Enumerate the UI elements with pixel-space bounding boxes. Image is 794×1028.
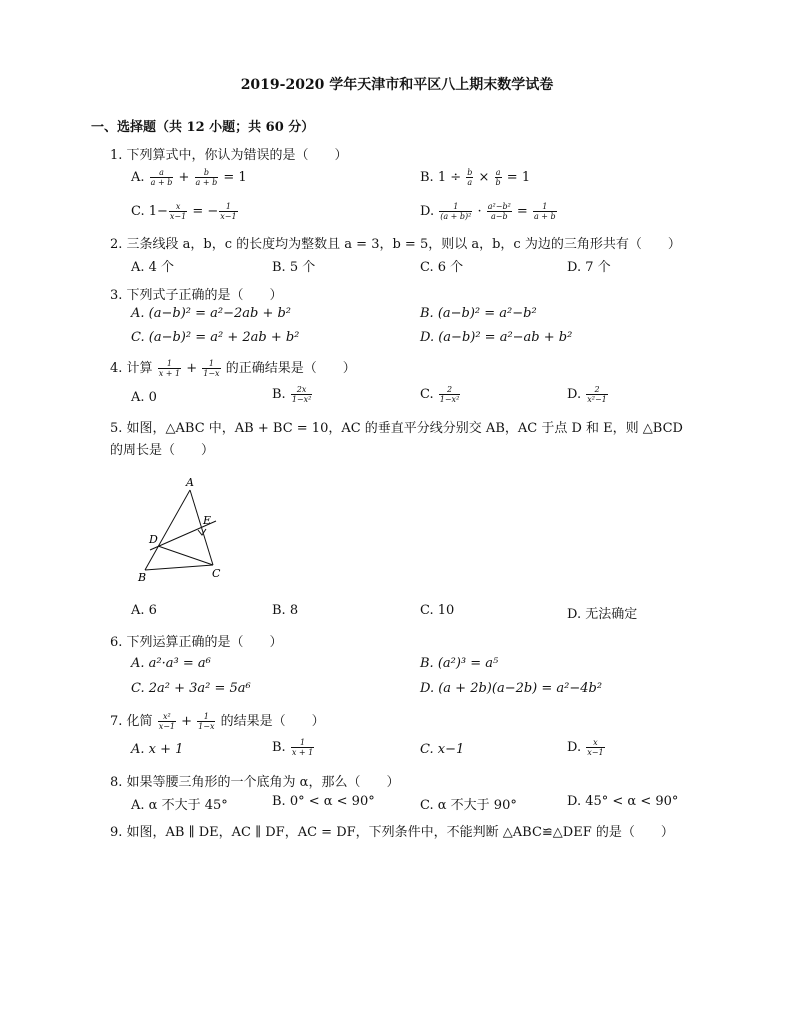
question-7-option-c[interactable]: C. x−1 — [420, 742, 465, 757]
label-e: E — [203, 514, 212, 527]
question-6-stem: 6. 下列运算正确的是（ ） — [110, 635, 283, 650]
question-7-option-a[interactable]: A. x + 1 — [131, 742, 184, 757]
page-title: 2019-2020 学年天津市和平区八上期末数学试卷 — [240, 77, 554, 93]
question-6-option-d[interactable]: D. (a + 2b)(a−2b) = a²−4b² — [420, 681, 603, 696]
question-6-option-b[interactable]: B. (a²)³ = a⁵ — [420, 656, 499, 671]
question-2-option-a[interactable]: A. 4 个 — [131, 260, 175, 275]
question-1-option-d[interactable]: D. $\frac{1}{\text{(a + b)²}}$ · $\frac{\text{a²−b²}}{a-b}$ = $\frac{1}{a + b}$ — [420, 202, 556, 221]
question-1-option-b[interactable]: B. 1 ÷ $\frac{b}{a}$ × $\frac{a}{b}$ = 1 — [420, 168, 531, 187]
question-4-option-d[interactable]: D. $\frac{2}{\text{x²−1}}$ — [567, 385, 607, 404]
question-6-option-c[interactable]: C. 2a² + 3a² = 5a⁶ — [131, 681, 251, 696]
question-8-stem: 8. 如果等腰三角形的一个底角为 α，那么（ ） — [110, 775, 400, 790]
segment-ab — [145, 490, 190, 570]
section-heading: 一、选择题（共 12 小题；共 60 分） — [91, 120, 315, 135]
label-b: B — [138, 571, 147, 584]
question-2-option-d[interactable]: D. 7 个 — [567, 260, 611, 275]
question-5-option-c[interactable]: C. 10 — [420, 603, 455, 618]
segment-dc — [158, 546, 213, 565]
question-2-option-c[interactable]: C. 6 个 — [420, 260, 464, 275]
question-7-option-d[interactable]: D. $\frac{x}{x-1}$ — [567, 738, 604, 757]
question-5-option-d[interactable]: D. 无法确定 — [567, 607, 638, 622]
question-1-option-a[interactable]: A. $\frac{a}{a + b}$ + $\frac{b}{a + b}$ = 1 — [131, 168, 247, 187]
question-4-option-b[interactable]: B. $\frac{2x}{\text{1−x²}}$ — [272, 385, 312, 404]
segment-bc — [145, 565, 213, 570]
question-9-stem: 9. 如图，AB ∥ DE，AC ∥ DF，AC = DF，下列条件中，不能判断 △ABC≌△DEF 的是（ ） — [110, 825, 674, 840]
label-a: A — [186, 476, 194, 489]
question-8-option-c[interactable]: C. α 不大于 90° — [420, 798, 517, 813]
question-3-option-d[interactable]: D. (a−b)² = a²−ab + b² — [420, 330, 573, 345]
triangle-figure — [130, 475, 230, 585]
label-c: C — [212, 567, 221, 580]
question-8-option-a[interactable]: A. α 不大于 45° — [131, 798, 228, 813]
question-5-option-a[interactable]: A. 6 — [131, 603, 157, 618]
question-6-option-a[interactable]: A. a²·a³ = a⁶ — [131, 656, 211, 671]
question-1-option-c[interactable]: C. 1− $\frac{x}{x-1}$ = − $\frac{1}{x-1}$ — [131, 202, 237, 221]
label-d: D — [149, 533, 158, 546]
question-4-option-a[interactable]: A. 0 — [131, 390, 157, 405]
question-4-option-c[interactable]: C. $\frac{2}{\text{1−x²}}$ — [420, 385, 460, 404]
question-4-stem: 4. 计算 $\frac{1}{x + 1}$ + $\frac{1}{1-x}$ 的正确结果是（ ） — [110, 359, 356, 378]
question-8-option-d[interactable]: D. 45° < α < 90° — [567, 794, 679, 809]
question-7-stem: 7. 化简 $\frac{\text{x²}}{x-1}$ + $\frac{1}{1-x}$ 的结果是（ ） — [110, 712, 325, 731]
question-8-option-b[interactable]: B. 0° < α < 90° — [272, 794, 375, 809]
question-3-option-b[interactable]: B. (a−b)² = a²−b² — [420, 306, 537, 321]
question-2-stem: 2. 三条线段 a，b，c 的长度均为整数且 a = 3，b = 5，则以 a，b，c 为边的三角形共有（ ） — [110, 237, 681, 252]
question-3-option-c[interactable]: C. (a−b)² = a² + 2ab + b² — [131, 330, 300, 345]
question-5-stem: 5. 如图，△ABC 中，AB + BC = 10，AC 的垂直平分线分别交 AB，AC 于点 D 和 E，则 △BCD 的周长是（ ） — [110, 421, 683, 458]
question-3-stem: 3. 下列式子正确的是（ ） — [110, 288, 283, 303]
question-3-option-a[interactable]: A. (a−b)² = a²−2ab + b² — [131, 306, 292, 321]
question-2-option-b[interactable]: B. 5 个 — [272, 260, 316, 275]
question-1-stem: 1. 下列算式中，你认为错误的是（ ） — [110, 148, 348, 163]
question-7-option-b[interactable]: B. $\frac{1}{x + 1}$ — [272, 738, 314, 757]
question-5-option-b[interactable]: B. 8 — [272, 603, 299, 618]
